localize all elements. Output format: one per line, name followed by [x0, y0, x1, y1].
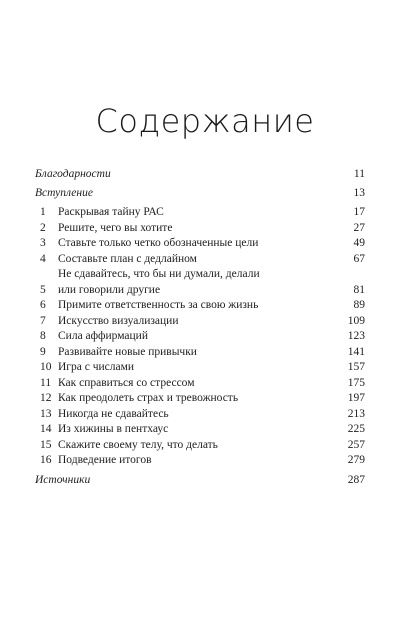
chapter-page: 213: [347, 407, 365, 420]
chapter-page: 89: [353, 299, 365, 311]
chapter-page: 81: [353, 283, 365, 296]
chapter-title-line-1: Не сдавайтесь, что бы ни думали, делали: [58, 268, 260, 280]
chapter-title: Ставьте только четко обозначенные цели: [58, 237, 259, 249]
chapter-number: 2: [40, 221, 46, 234]
toc-entry-chapter-8[interactable]: [35, 329, 365, 345]
page-title: Содержание: [95, 102, 315, 140]
chapter-page: 175: [347, 376, 365, 389]
chapter-number: 9: [40, 345, 46, 358]
toc-entry-chapter-2[interactable]: [35, 221, 365, 237]
toc-entry-introduction[interactable]: [35, 186, 365, 202]
chapter-title: Составьте план с дедлайном: [58, 252, 197, 265]
chapter-title: Из хижины в пентхаус: [58, 423, 169, 435]
chapter-title: Решите, чего вы хотите: [58, 221, 173, 234]
chapter-page: 141: [347, 345, 365, 358]
chapter-title: Развивайте новые привычки: [58, 345, 197, 358]
toc-entry-label: Источники: [35, 473, 91, 486]
chapter-page: 49: [353, 237, 365, 249]
toc-entry-chapter-1[interactable]: [35, 205, 365, 221]
toc-entry-chapter-5[interactable]: [35, 267, 365, 298]
toc-entry-label: Благодарности: [35, 168, 111, 180]
toc-entry-chapter-12[interactable]: [35, 391, 365, 407]
chapter-number: 16: [40, 454, 52, 466]
chapter-number: 4: [40, 252, 46, 265]
chapter-title-line-2: или говорили другие: [58, 283, 161, 296]
toc-entry-sources[interactable]: [35, 473, 365, 489]
chapter-page: 157: [347, 361, 365, 373]
chapter-page: 257: [347, 438, 365, 451]
chapter-page: 279: [347, 454, 365, 466]
chapter-title: Сила аффирмаций: [58, 330, 148, 342]
chapter-number: 3: [40, 237, 46, 249]
toc-entry-chapter-4[interactable]: [35, 252, 365, 268]
toc-entry-chapter-11[interactable]: [35, 376, 365, 392]
chapter-number: 12: [40, 392, 52, 404]
chapter-number: 11: [40, 376, 52, 389]
chapter-number: 14: [40, 423, 52, 435]
toc-entry-chapter-16[interactable]: [35, 453, 365, 469]
table-of-contents: [35, 167, 365, 488]
chapter-title: Искусство визуализации: [58, 314, 179, 327]
chapter-title: Как преодолеть страх и тревожность: [58, 392, 239, 404]
chapter-title: Никогда не сдавайтесь: [58, 407, 169, 420]
chapter-page: 225: [347, 423, 365, 435]
chapter-number: 10: [40, 361, 52, 373]
chapter-title: Раскрывая тайну РАС: [58, 206, 164, 218]
chapter-page: 27: [353, 221, 365, 234]
toc-entry-chapter-13[interactable]: [35, 407, 365, 423]
toc-entry-chapter-14[interactable]: [35, 422, 365, 438]
toc-entry-acknowledgements[interactable]: [35, 167, 365, 183]
toc-entry-chapter-7[interactable]: [35, 314, 365, 330]
toc-entry-page: 287: [347, 473, 365, 486]
toc-entry-page: 13: [353, 186, 365, 199]
chapter-page: 67: [353, 252, 365, 265]
chapter-title: [58, 267, 341, 298]
chapter-number: 7: [40, 314, 46, 327]
chapter-number: 6: [40, 299, 46, 311]
chapter-title: Скажите своему телу, что делать: [58, 438, 218, 451]
chapter-number: 13: [40, 407, 52, 420]
chapter-number: 5: [40, 283, 46, 296]
chapter-page: 17: [353, 206, 365, 218]
chapter-number: 8: [40, 330, 46, 342]
chapter-page: 123: [347, 330, 365, 342]
chapter-title: Игра с числами: [58, 361, 135, 373]
toc-entry-page: 11: [353, 168, 365, 180]
toc-entry-label: Вступление: [35, 186, 93, 199]
chapter-page: 197: [347, 392, 365, 404]
chapter-page: 109: [347, 314, 365, 327]
chapter-number: 1: [40, 206, 46, 218]
toc-entry-chapter-3[interactable]: [35, 236, 365, 252]
chapter-title: Примите ответственность за свою жизнь: [58, 299, 259, 311]
chapter-title: Как справиться со стрессом: [58, 376, 195, 389]
chapter-title: Подведение итогов: [58, 454, 152, 466]
toc-entry-chapter-6[interactable]: [35, 298, 365, 314]
toc-entry-chapter-15[interactable]: [35, 438, 365, 454]
chapter-number: 15: [40, 438, 52, 451]
toc-entry-chapter-10[interactable]: [35, 360, 365, 376]
toc-entry-chapter-9[interactable]: [35, 345, 365, 361]
